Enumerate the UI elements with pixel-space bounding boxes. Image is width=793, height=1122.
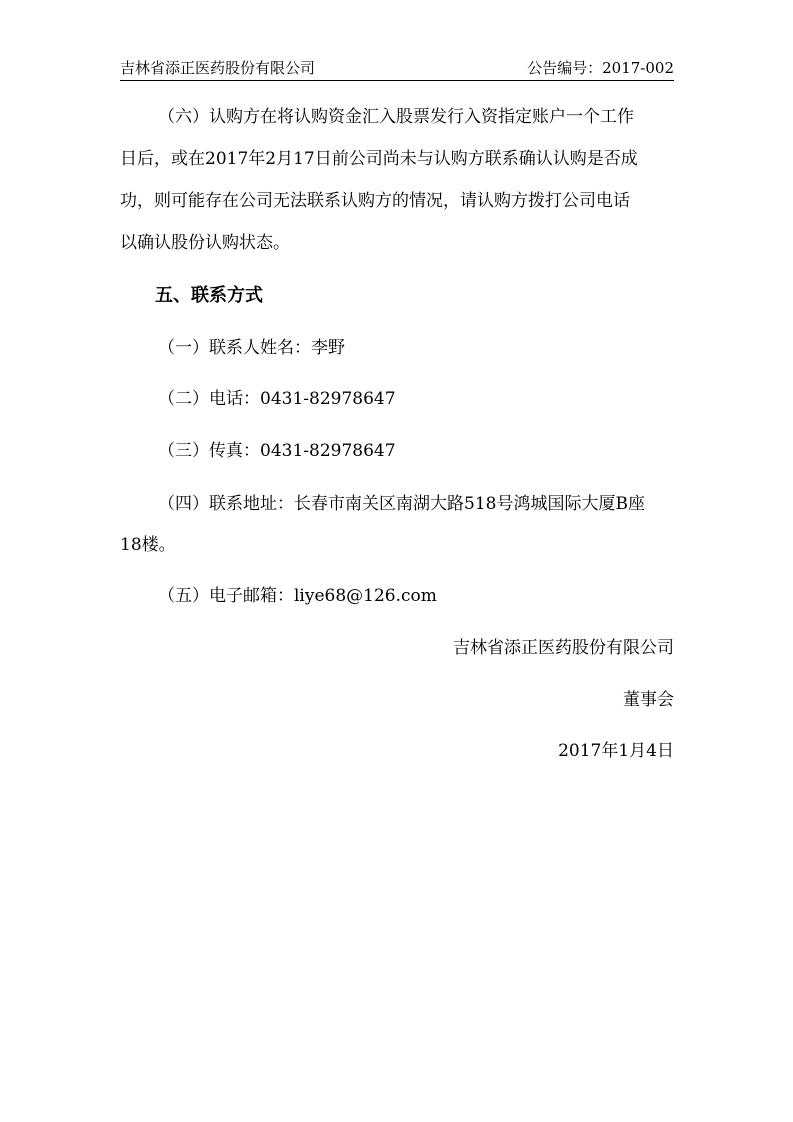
section6-line1: （六）认购方在将认购资金汇入股票发行入资指定账户一个工作 [158, 107, 634, 127]
contact-fax: （三）传真：0431-82978647 [158, 441, 396, 461]
page-header [120, 56, 674, 81]
section6-line3: 功，则可能存在公司无法联系认购方的情况，请认购方拨打公司电话 [120, 191, 630, 211]
signature-company: 吉林省添正医药股份有限公司 [453, 638, 674, 658]
contact-address-line2: 18楼。 [120, 535, 176, 555]
section6-line2: 日后，或在2017年2月17日前公司尚未与认购方联系确认认购是否成 [120, 149, 638, 169]
header-announcement-number: 公告编号：2017-002 [527, 59, 674, 77]
contact-phone: （二）电话：0431-82978647 [158, 389, 396, 409]
signature-date: 2017年1月4日 [558, 741, 674, 761]
signature-board: 董事会 [623, 690, 674, 710]
contact-name: （一）联系人姓名：李野 [158, 338, 345, 358]
section-heading-contact: 五、联系方式 [155, 285, 263, 306]
header-company: 吉林省添正医药股份有限公司 [120, 59, 316, 77]
section6-line4: 以确认股份认购状态。 [120, 233, 290, 253]
contact-address-line1: （四）联系地址：长春市南关区南湖大路518号鸿城国际大厦B座 [158, 494, 645, 514]
contact-email: （五）电子邮箱：liye68@126.com [158, 586, 437, 606]
